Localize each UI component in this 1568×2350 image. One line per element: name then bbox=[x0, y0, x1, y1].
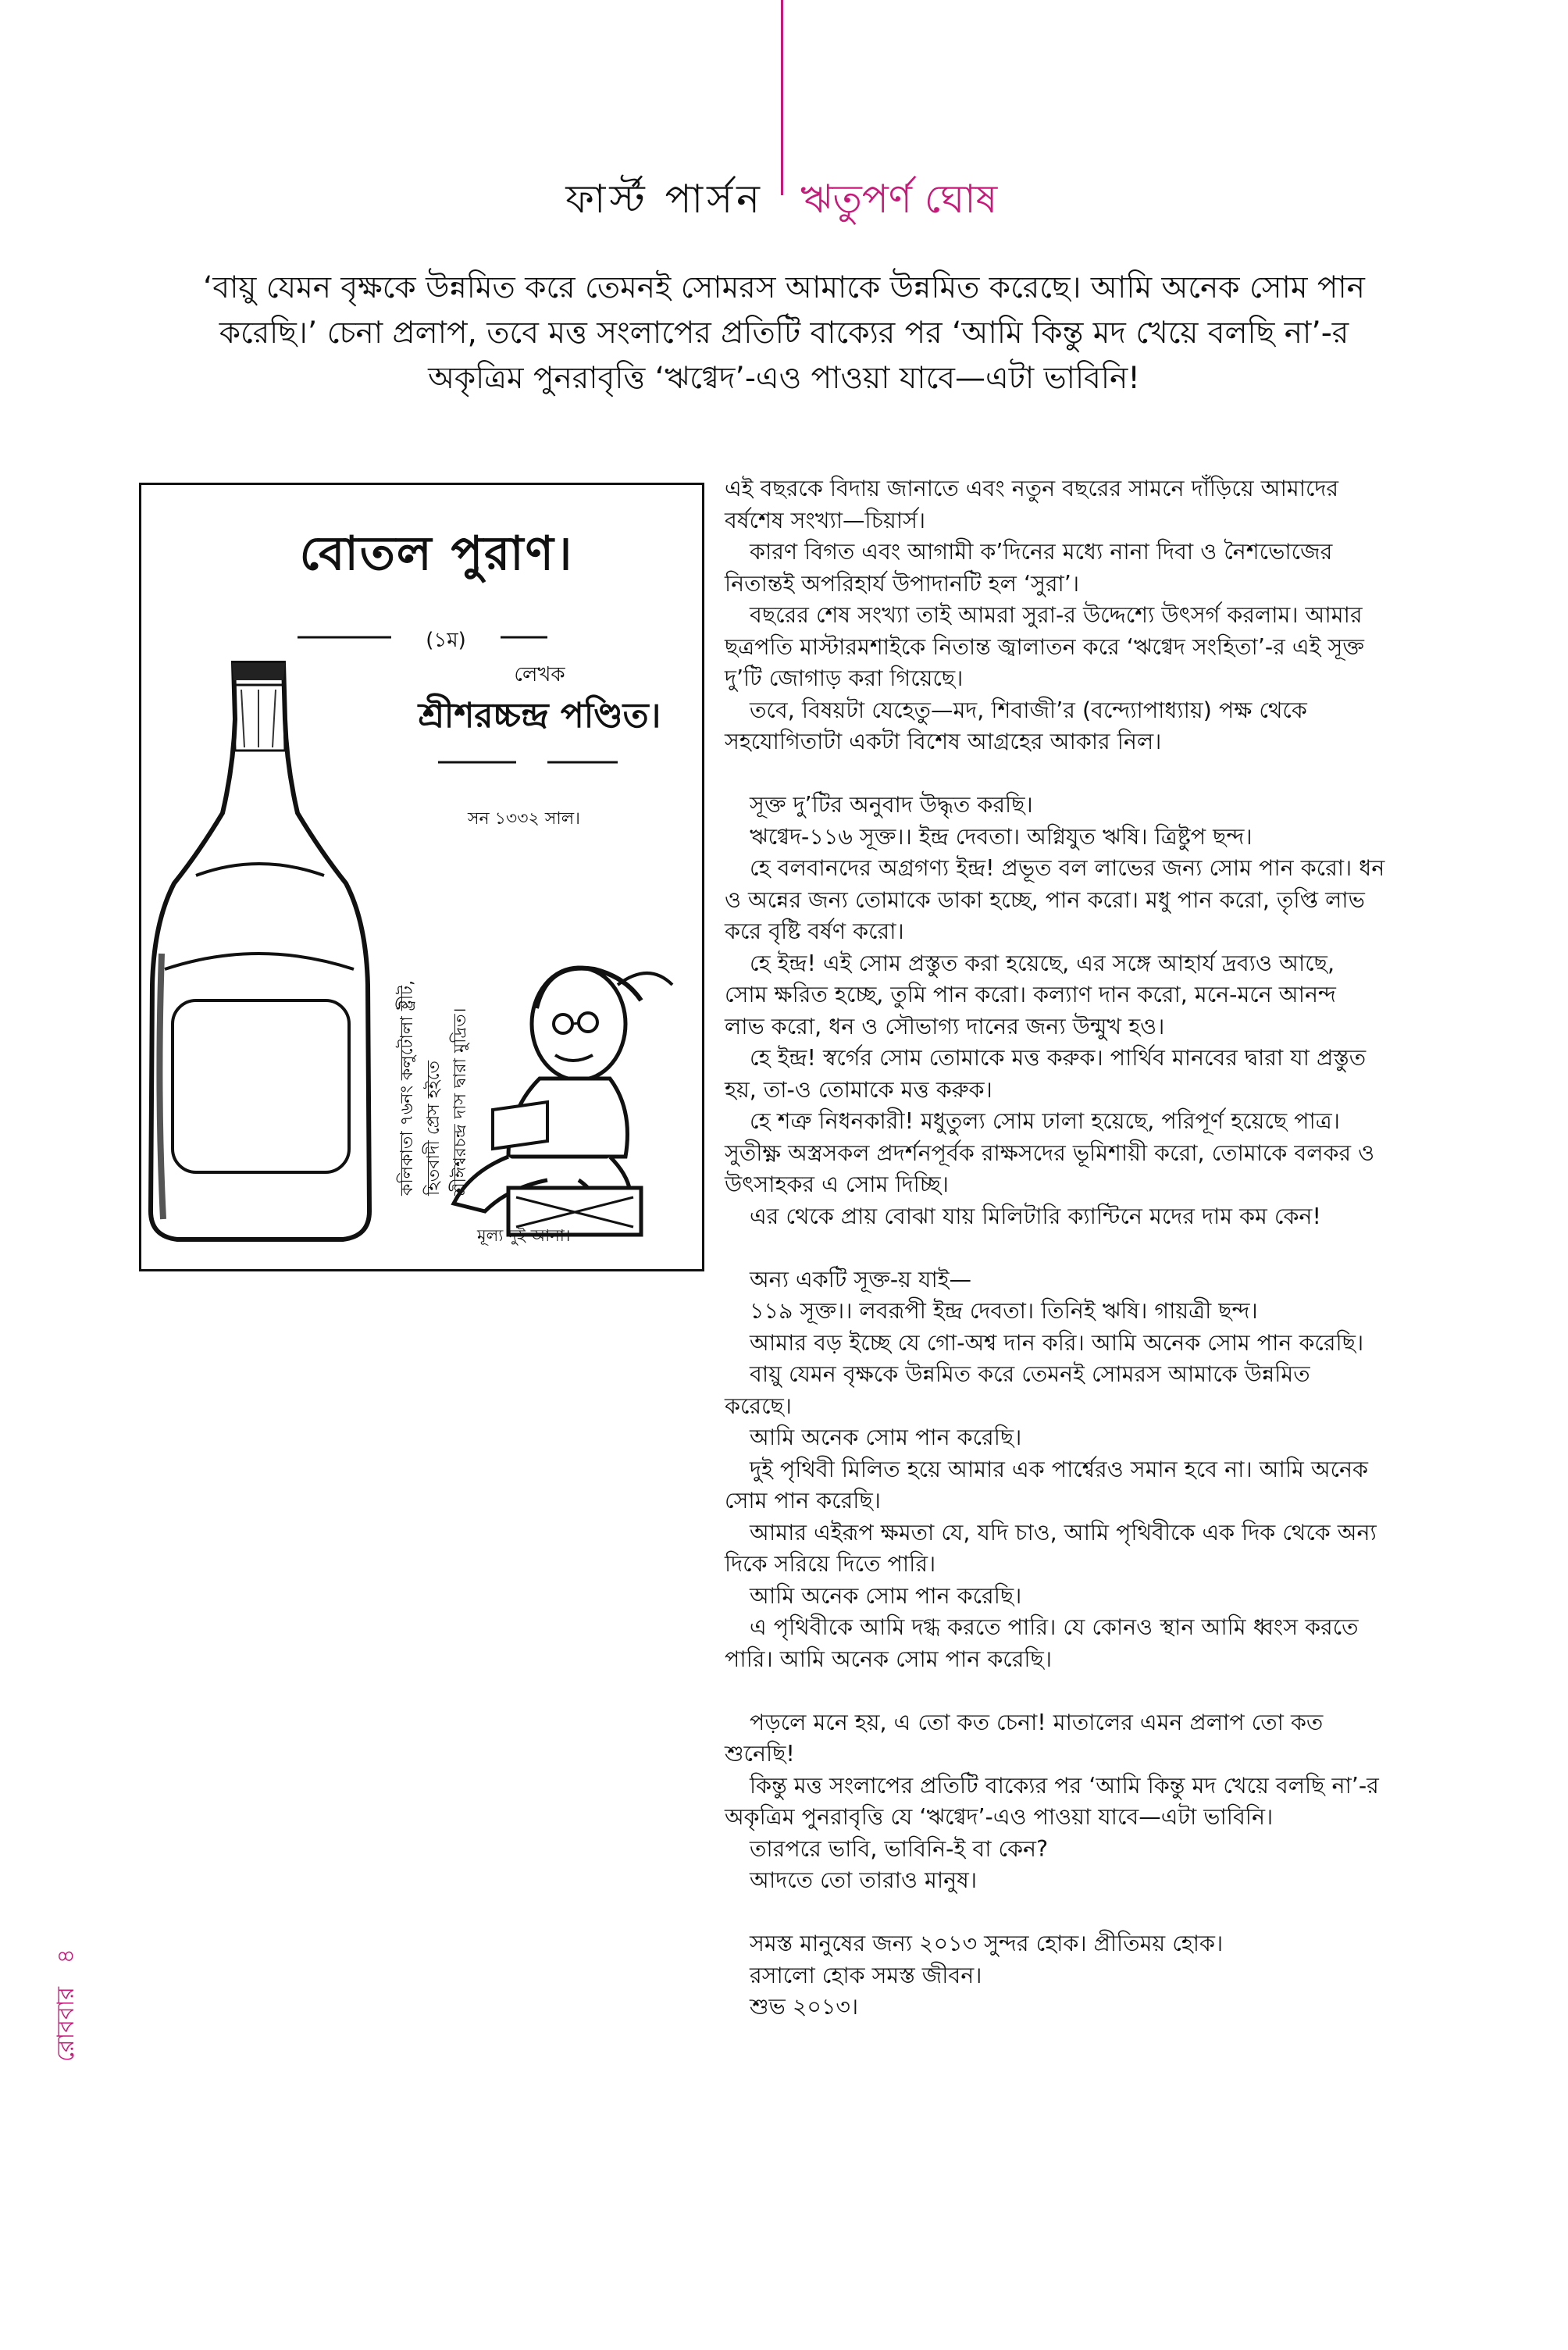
column-title: ফার্স্ট পার্সন bbox=[565, 177, 764, 222]
body-line: সূক্ত দু’টির অনুবাদ উদ্ধৃত করছি। bbox=[750, 792, 1033, 818]
pull-quote-line: করেছি।’ চেনা প্রলাপ, তবে মত্ত সংলাপের প্রতিটি বাক্যের পর ‘আমি কিন্তু মদ খেয়ে বলছি না’-র bbox=[219, 316, 1349, 351]
paragraph-gap bbox=[725, 1675, 1455, 1707]
page-footer bbox=[47, 1933, 87, 2062]
body-line: ও অন্নের জন্য তোমাকে ডাকা হচ্ছে, পান করো। মধু পান করো, তৃপ্তি লাভ bbox=[725, 886, 1365, 913]
body-line: লাভ করো, ধন ও সৌভাগ্য দানের জন্য উন্মুখ হও। bbox=[725, 1013, 1165, 1039]
body-line: বায়ু যেমন বৃক্ষকে উন্নমিত করে তেমনই সোমরস আমাকে উন্নমিত bbox=[750, 1361, 1310, 1387]
cover-book-title: বোতল পুরাণ। bbox=[299, 526, 574, 581]
body-line: সোম ক্ষরিত হচ্ছে, তুমি পান করো। কল্যাণ দান করো, মনে-মনে আনন্দ bbox=[725, 982, 1336, 1007]
body-line: দু’টি জোগাড় করা গিয়েছে। bbox=[725, 665, 964, 691]
body-line: রসালো হোক সমস্ত জীবন। bbox=[750, 1962, 982, 1988]
pull-quote bbox=[94, 266, 1474, 401]
body-line: হে ইন্দ্র! এই সোম প্রস্তুত করা হয়েছে, এর সঙ্গে আহার্য দ্রব্যও আছে, bbox=[750, 950, 1335, 976]
article-body bbox=[725, 473, 1455, 2024]
cover-price: মূল্য দুই আনা। bbox=[477, 1226, 571, 1245]
body-line: নিতান্তই অপরিহার্য উপাদানটি হল ‘সুরা’। bbox=[725, 570, 1080, 597]
body-line: কারণ বিগত এবং আগামী ক’দিনের মধ্যে নানা দিবা ও নৈশভোজের bbox=[750, 539, 1333, 565]
book-in-hand bbox=[493, 1102, 547, 1149]
body-line: করেছে। bbox=[725, 1393, 792, 1419]
body-line: বছরের শেষ সংখ্যা তাই আমরা সুরা-র উদ্দেশ্যে উৎসর্গ করলাম। আমার bbox=[750, 602, 1363, 628]
body-line: সুতীক্ষ্ণ অস্ত্রসকল প্রদর্শনপূর্বক রাক্ষসদের ভূমিশায়ী করো, তোমাকে বলকর ও bbox=[725, 1139, 1375, 1166]
body-line: সমস্ত মানুষের জন্য ২০১৩ সুন্দর হোক। প্রীতিময় হোক। bbox=[750, 1931, 1224, 1956]
body-line: তারপরে ভাবি, ভাবিনি-ই বা কেন? bbox=[750, 1835, 1049, 1862]
body-line: এ পৃথিবীকে আমি দগ্ধ করতে পারি। যে কোনও স্থান আমি ধ্বংস করতে bbox=[750, 1614, 1359, 1640]
body-line: পারি। আমি অনেক সোম পান করেছি। bbox=[725, 1646, 1053, 1672]
cover-printer-info bbox=[394, 980, 474, 1196]
printer-line: শ্রীঈশ্বরচন্দ্র দাস দ্বারা মুদ্রিত। bbox=[451, 1007, 470, 1196]
pull-quote-line: ‘বায়ু যেমন বৃক্ষকে উন্নমিত করে তেমনই সোমরস আমাকে উন্নমিত করেছে। আমি অনেক সোম পান bbox=[203, 270, 1365, 305]
cover-edition: (১ম) bbox=[426, 629, 466, 652]
body-line: তবে, বিষয়টা যেহেতু—মদ, শিবাজী’র (বন্দ্যোপাধ্যায়) পক্ষ থেকে bbox=[750, 697, 1307, 723]
magazine-name: রোববার bbox=[52, 1987, 80, 2062]
body-line: পড়লে মনে হয়, এ তো কত চেনা! মাতালের এমন প্রলাপ তো কত bbox=[750, 1709, 1324, 1735]
bottle-highlight bbox=[159, 954, 163, 1219]
paragraph-gap bbox=[725, 758, 1455, 790]
body-line: অন্য একটি সূক্ত-য় যাই— bbox=[750, 1266, 972, 1293]
pull-quote-line: অকৃত্রিম পুনরাবৃত্তি ‘ঋগ্বেদ’-এও পাওয়া যাবে—এটা ভাবিনি! bbox=[428, 361, 1140, 396]
body-line: সোম পান করেছি। bbox=[725, 1488, 881, 1514]
cover-compiler-label: লেখক bbox=[514, 663, 565, 686]
printer-line: হিতবাদী প্রেস হইতে bbox=[424, 1060, 444, 1196]
body-line: আমার এইরূপ ক্ষমতা যে, যদি চাও, আমি পৃথিবীকে এক দিক থেকে অন্য bbox=[750, 1519, 1377, 1546]
page-header bbox=[0, 164, 1568, 234]
cover-compiler-name: শ্রীশরচ্চন্দ্র পণ্ডিত। bbox=[418, 696, 661, 736]
seated-man-caricature bbox=[454, 968, 672, 1235]
body-line: শুভ ২০১৩। bbox=[750, 1994, 859, 2020]
body-line: হয়, তা-ও তোমাকে মত্ত করুক। bbox=[725, 1076, 992, 1103]
book-cover-illustration bbox=[139, 483, 704, 1271]
body-line: ঋগ্বেদ-১১৬ সূক্ত।। ইন্দ্র দেবতা। অগ্নিযুত ঋষি। ত্রিষ্টুপ ছন্দ। bbox=[750, 823, 1253, 850]
body-line: ১১৯ সূক্ত।। লবরূপী ইন্দ্র দেবতা। তিনিই ঋষি। গায়ত্রী ছন্দ। bbox=[750, 1298, 1258, 1324]
bottle-cap bbox=[232, 663, 285, 680]
paragraph-gap bbox=[725, 1897, 1455, 1929]
bottle-label bbox=[173, 1000, 349, 1172]
body-line: ছত্রপতি মাস্টারমশাইকে নিতান্ত জ্বালাতন করে ‘ঋগ্বেদ সংহিতা’-র এই সূক্ত bbox=[725, 633, 1364, 660]
body-line: হে বলবানদের অগ্রগণ্য ইন্দ্র! প্রভূত বল লাভের জন্য সোম পান করো। ধন bbox=[750, 855, 1385, 881]
body-line: বর্ষশেষ সংখ্যা—চিয়ার্স। bbox=[725, 507, 926, 533]
body-line: সহযোগিতাটা একটা বিশেষ আগ্রহের আকার নিল। bbox=[725, 729, 1162, 754]
body-line: এর থেকে প্রায় বোঝা যায় মিলিটারি ক্যান্টিনে মদের দাম কম কেন! bbox=[750, 1203, 1321, 1229]
printer-line: কলিকাতা ৭৬নং কলুটোলা ষ্ট্রীট, bbox=[397, 980, 417, 1196]
body-line: হে ইন্দ্র! স্বর্গের সোম তোমাকে মত্ত করুক। পার্থিব মানবের দ্বারা যা প্রস্তুত bbox=[750, 1045, 1367, 1071]
body-line: আমার বড় ইচ্ছে যে গো-অশ্ব দান করি। আমি অনেক সোম পান করেছি। bbox=[750, 1329, 1364, 1356]
body-line: অকৃত্রিম পুনরাবৃত্তি যে ‘ঋগ্বেদ’-এও পাওয়া যাবে—এটা ভাবিনি। bbox=[725, 1804, 1274, 1830]
body-line: কিন্তু মত্ত সংলাপের প্রতিটি বাক্যের পর ‘আমি কিন্তু মদ খেয়ে বলছি না’-র bbox=[750, 1772, 1379, 1799]
body-line: হে শত্রু নিধনকারী! মধুতুল্য সোম ঢালা হয়েছে, পরিপূর্ণ হয়েছে পাত্র। bbox=[750, 1108, 1340, 1134]
cover-year: সন ১৩৩২ সাল। bbox=[467, 809, 580, 829]
body-line: করে বৃষ্টি বর্ষণ করো। bbox=[725, 918, 904, 944]
page-number: ৪ bbox=[52, 1949, 80, 1964]
body-line: উৎসাহকর এ সোম দিচ্ছি। bbox=[725, 1171, 949, 1197]
body-line: আমি অনেক সোম পান করেছি। bbox=[750, 1425, 1022, 1450]
body-line: শুনেছি! bbox=[725, 1741, 795, 1767]
body-line: আদতে তো তারাও মানুষ। bbox=[750, 1867, 978, 1893]
body-line: দুই পৃথিবী মিলিত হয়ে আমার এক পার্শ্বেরও সমান হবে না। আমি অনেক bbox=[750, 1456, 1368, 1482]
body-line: আমি অনেক সোম পান করেছি। bbox=[750, 1582, 1022, 1609]
body-line: এই বছরকে বিদায় জানাতে এবং নতুন বছরের সামনে দাঁড়িয়ে আমাদের bbox=[725, 476, 1339, 501]
body-line: দিকে সরিয়ে দিতে পারি। bbox=[725, 1551, 936, 1577]
paragraph-gap bbox=[725, 1232, 1455, 1264]
author-name: ঋতুপর্ণ ঘোষ bbox=[800, 177, 998, 222]
